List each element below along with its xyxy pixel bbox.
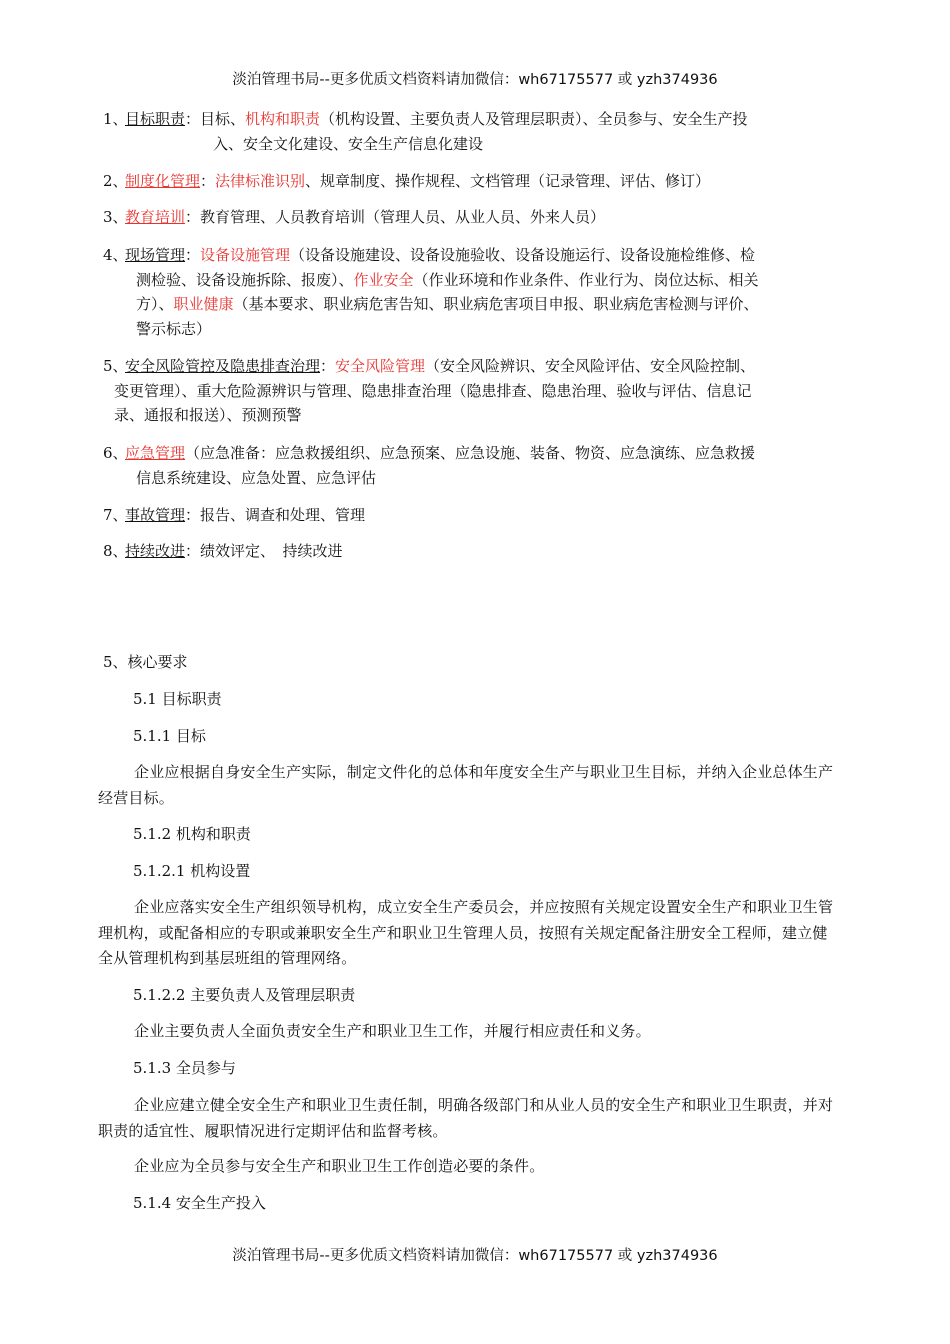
item-text: 信息系统建设、应急处置、应急评估 xyxy=(136,468,377,487)
highlight-text: 设备设施管理 xyxy=(200,246,291,264)
section-heading: 5.1.2.2 主要负责人及管理层职责 xyxy=(133,986,356,1004)
item-number: 8、 xyxy=(103,542,128,560)
outline-item-8 xyxy=(103,539,841,564)
body-paragraph: 企业应建立健全安全生产和职业卫生责任制，明确各级部门和从业人员的安全生产和职业卫生职责，并对职责的适宜性、履职情况进行定期评估和监督考核。 xyxy=(98,1096,834,1140)
body-paragraph: 企业主要负责人全面负责安全生产和职业卫生工作，并履行相应责任和义务。 xyxy=(134,1022,651,1040)
page-footer: 淡泊管理书局--更多优质文档资料请加微信：wh67175577 或 yzh374936 xyxy=(232,1248,718,1264)
item-text: ： xyxy=(185,246,201,264)
item-heading: 制度化管理 xyxy=(125,172,201,190)
item-text: 、规章制度、操作规程、文档管理（记录管理、评估、修订） xyxy=(305,172,711,190)
item-number: 2、 xyxy=(103,172,128,190)
item-heading: 事故管理 xyxy=(125,506,186,524)
section-heading: 5、核心要求 xyxy=(103,653,188,671)
item-text: （机构设置、主要负责人及管理层职责）、全员参与、安全生产投 xyxy=(320,110,748,128)
highlight-text: 职业健康 xyxy=(173,295,234,313)
highlight-text: 机构和职责 xyxy=(245,110,321,128)
section-heading: 5.1.2 机构和职责 xyxy=(133,825,251,843)
outline-item-6 xyxy=(103,441,841,490)
item-text: ：目标、 xyxy=(185,110,246,128)
item-number: 5、 xyxy=(103,357,128,375)
section-heading: 5.1.2.1 机构设置 xyxy=(133,862,251,880)
item-number: 7、 xyxy=(103,506,128,524)
outline-item-5 xyxy=(103,354,841,428)
item-heading: 目标职责 xyxy=(125,110,186,128)
section-heading: 5.1.4 安全生产投入 xyxy=(133,1194,266,1212)
item-text: ：报告、调查和处理、管理 xyxy=(185,506,366,524)
item-number: 6、 xyxy=(103,444,128,462)
body-paragraph: 企业应根据自身安全生产实际，制定文件化的总体和年度安全生产与职业卫生目标，并纳入企业总体生产经营目标。 xyxy=(98,763,834,807)
item-text: ： xyxy=(320,357,336,375)
page-header: 淡泊管理书局--更多优质文档资料请加微信：wh67175577 或 yzh374936 xyxy=(232,72,718,88)
item-text: 录、通报和报送）、预测预警 xyxy=(114,406,302,424)
highlight-text: 法律标准识别 xyxy=(215,172,306,190)
item-heading: 应急管理 xyxy=(125,444,186,462)
item-number: 4、 xyxy=(103,246,128,264)
item-text: 方）、 xyxy=(136,295,174,313)
body-paragraph: 企业应为全员参与安全生产和职业卫生工作创造必要的条件。 xyxy=(134,1157,545,1175)
item-text: （安全风险辨识、安全风险评估、安全风险控制、 xyxy=(425,357,756,375)
section-heading: 5.1 目标职责 xyxy=(133,690,222,708)
outline-item-4 xyxy=(103,243,841,341)
item-heading: 教育培训 xyxy=(125,208,186,226)
item-number: 3、 xyxy=(103,208,128,226)
outline-item-1 xyxy=(103,107,841,156)
item-text: （应急准备：应急救援组织、应急预案、应急设施、装备、物资、应急演练、应急救援 xyxy=(185,444,756,462)
item-text: ： xyxy=(200,172,216,190)
item-text: 测检验、设备设施拆除、报废）、 xyxy=(136,270,354,289)
outline-item-2 xyxy=(103,169,841,194)
outline-item-7 xyxy=(103,503,841,528)
item-text: ：绩效评定、 持续改进 xyxy=(185,542,343,560)
section-heading: 5.1.3 全员参与 xyxy=(133,1059,236,1077)
highlight-text: 作业安全 xyxy=(353,270,414,289)
item-text: （设备设施建设、设备设施验收、设备设施运行、设备设施检维修、检 xyxy=(290,246,756,264)
item-text: 警示标志） xyxy=(136,319,212,338)
item-text: （作业环境和作业条件、作业行为、岗位达标、相关 xyxy=(413,270,759,289)
item-heading: 持续改进 xyxy=(125,542,186,560)
item-number: 1、 xyxy=(103,110,128,128)
outline-item-3 xyxy=(103,205,841,230)
item-heading: 安全风险管控及隐患排查治理 xyxy=(125,357,321,375)
item-heading: 现场管理 xyxy=(125,246,186,264)
body-paragraph: 企业应落实安全生产组织领导机构，成立安全生产委员会，并应按照有关规定设置安全生产和职业卫生管理机构，或配备相应的专职或兼职安全生产和职业卫生管理人员，按照有关规定配备注册安全工程师，建立健全从管理机构到基层班组的管理网络。 xyxy=(98,898,834,967)
item-text: ：教育管理、人员教育培训（管理人员、从业人员、外来人员） xyxy=(185,208,606,226)
item-text: 变更管理）、重大危险源辨识与管理、隐患排查治理（隐患排查、隐患治理、验收与评估、信息记 xyxy=(114,381,752,400)
highlight-text: 安全风险管理 xyxy=(335,357,426,375)
item-text: 入、安全文化建设、安全生产信息化建设 xyxy=(213,134,484,153)
section-heading: 5.1.1 目标 xyxy=(133,727,206,745)
item-text: （基本要求、职业病危害告知、职业病危害项目申报、职业病危害检测与评价、 xyxy=(233,295,759,313)
